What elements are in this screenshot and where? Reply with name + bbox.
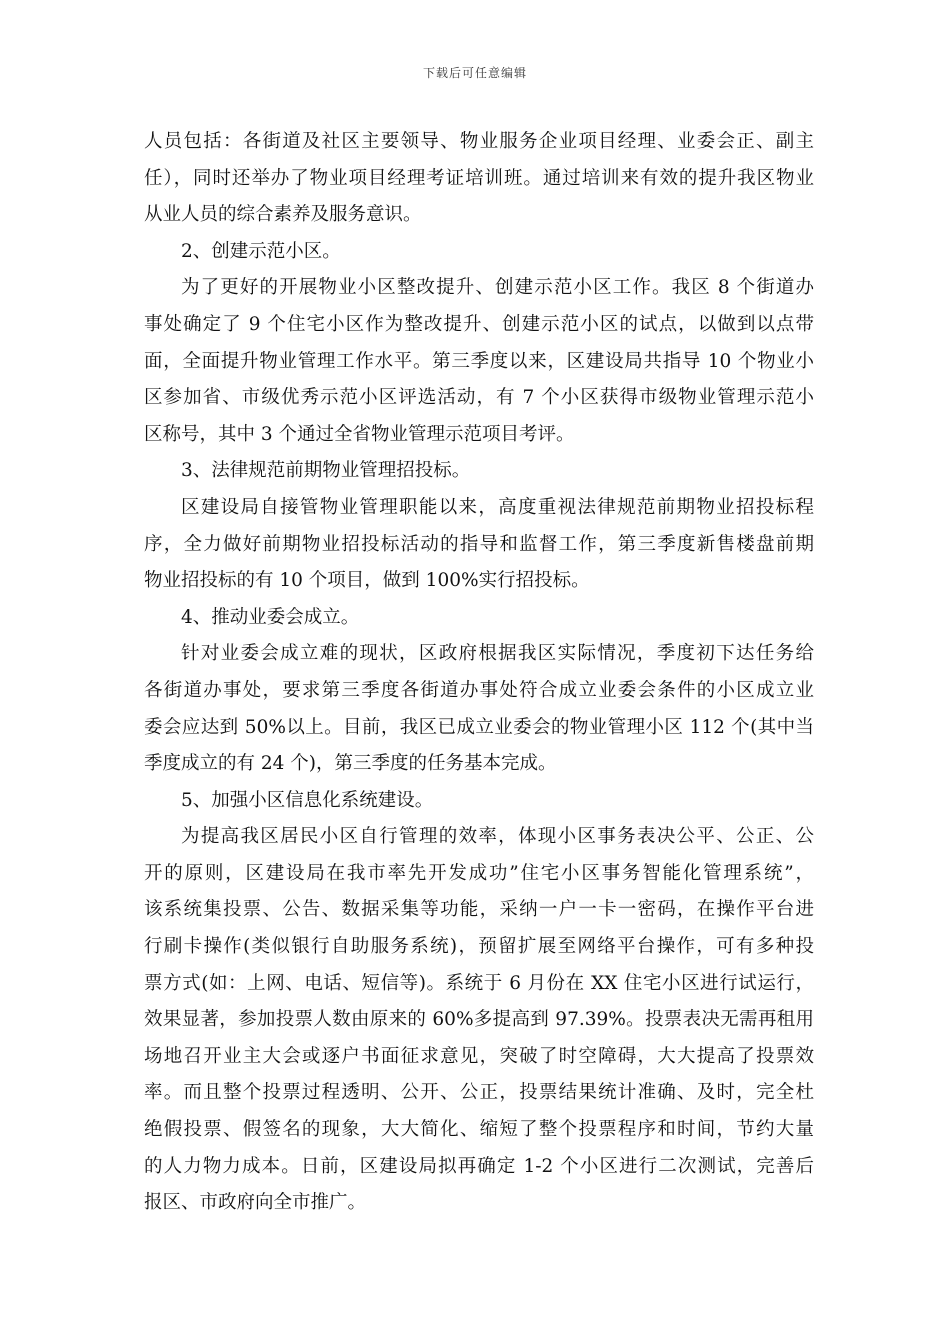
- text-line: 2、创建示范小区。: [181, 240, 341, 262]
- text-line: 事处确定了 9 个住宅小区作为整改提升、创建示范小区的试点，以做到以点带: [144, 313, 814, 335]
- text-line: 人员包括：各街道及社区主要领导、物业服务企业项目经理、业委会正、副主: [144, 131, 814, 152]
- document-body: [144, 124, 814, 1222]
- text-line: 开的原则，区建设局在我市率先开发成功”住宅小区事务智能化管理系统”，: [144, 862, 814, 884]
- text-line: 效果显著，参加投票人数由原来的 60%多提高到 97.39%。投票表决无需再租用: [144, 1009, 814, 1031]
- text-line: 4、推动业委会成立。: [181, 606, 360, 628]
- text-line: 针对业委会成立难的现状，区政府根据我区实际情况，季度初下达任务给: [181, 643, 814, 665]
- text-line: 委会应达到 50%以上。目前，我区已成立业委会的物业管理小区 112 个(其中当: [144, 716, 814, 738]
- text-line: 绝假投票、假签名的现象，大大简化、缩短了整个投票程序和时间，节约大量: [144, 1119, 814, 1141]
- text-line: 各街道办事处，要求第三季度各街道办事处符合成立业委会条件的小区成立业: [144, 679, 814, 701]
- text-line: 区称号，其中 3 个通过全省物业管理示范项目考评。: [144, 423, 575, 445]
- text-line: 场地召开业主大会或逐户书面征求意见，突破了时空障碍，大大提高了投票效: [144, 1045, 814, 1067]
- text-line: 物业招投标的有 10 个项目，做到 100%实行招投标。: [144, 570, 590, 592]
- text-line: 该系统集投票、公告、数据采集等功能，采纳一户一卡一密码，在操作平台进: [144, 899, 814, 921]
- text-line: 的人力物力成本。日前，区建设局拟再确定 1-2 个小区进行二次测试，完善后: [144, 1155, 814, 1177]
- text-line: 任），同时还举办了物业项目经理考证培训班。通过培训来有效的提升我区物业: [144, 167, 814, 189]
- text-line: 3、法律规范前期物业管理招投标。: [181, 460, 471, 482]
- section-heading-3: [144, 453, 814, 490]
- section-heading-4: [144, 600, 814, 637]
- text-line: 率。而且整个投票过程透明、公开、公正，投票结果统计准确、及时，完全杜: [144, 1082, 814, 1104]
- paragraph-4: [144, 636, 814, 782]
- page-header: 下载后可任意编辑: [422, 66, 527, 80]
- paragraph-3: [144, 490, 814, 600]
- paragraph-2: [144, 270, 814, 453]
- text-line: 面，全面提升物业管理工作水平。第三季度以来，区建设局共指导 10 个物业小: [144, 350, 814, 372]
- section-heading-2: [144, 234, 814, 271]
- text-line: 5、加强小区信息化系统建设。: [181, 789, 434, 811]
- text-line: 为了更好的开展物业小区整改提升、创建示范小区工作。我区 8 个街道办: [181, 277, 814, 299]
- paragraph-5: [144, 819, 814, 1222]
- section-heading-5: [144, 783, 814, 820]
- text-line: 为提高我区居民小区自行管理的效率，体现小区事务表决公平、公正、公: [181, 826, 814, 848]
- text-line: 区建设局自接管物业管理职能以来，高度重视法律规范前期物业招投标程: [181, 496, 814, 518]
- text-line: 区参加省、市级优秀示范小区评选活动，有 7 个小区获得市级物业管理示范小: [144, 387, 814, 409]
- text-line: 序，全力做好前期物业招投标活动的指导和监督工作，第三季度新售楼盘前期: [144, 533, 814, 555]
- text-line: 行刷卡操作(类似银行自助服务系统)，预留扩展至网络平台操作，可有多种投: [144, 936, 814, 958]
- text-line: 报区、市政府向全市推广。: [144, 1192, 367, 1214]
- text-line: 票方式(如：上网、电话、短信等)。系统于 6 月份在 XX 住宅小区进行试运行，: [144, 972, 814, 994]
- text-line: 从业人员的综合素养及服务意识。: [144, 204, 422, 226]
- paragraph-1: [144, 124, 814, 234]
- text-line: 季度成立的有 24 个)，第三季度的任务基本完成。: [144, 753, 557, 775]
